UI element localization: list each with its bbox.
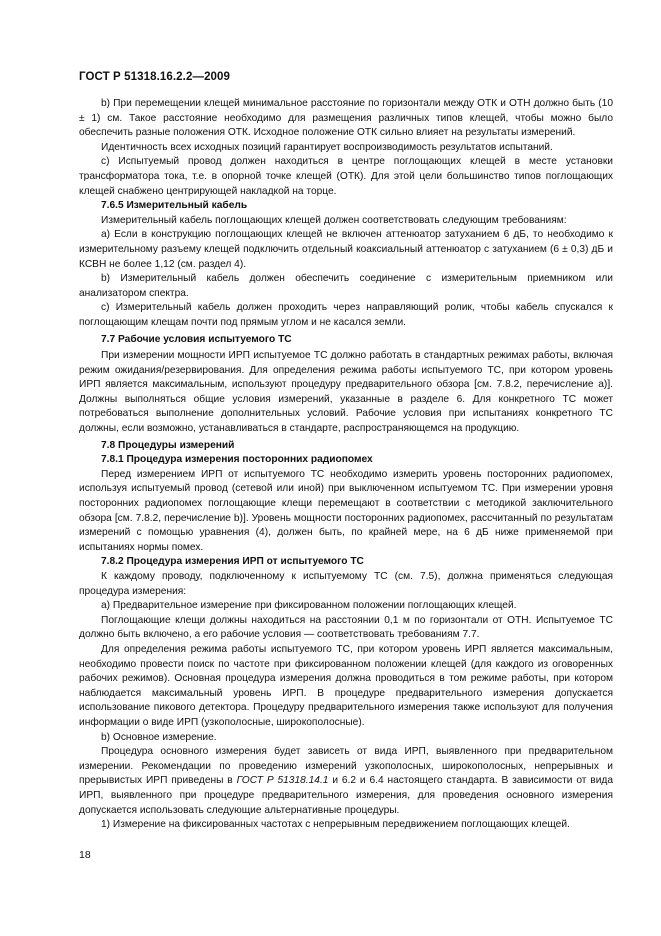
page-body xyxy=(79,97,613,833)
paragraph: b) При перемещении клещей минимальное расстояние по горизонтали между ОТК и ОТН должно быть (10 ± 1) см. Такое расстояние необходимо для размещения различных типов клещей, чтобы можно было обеспечить разные положения ОТК. Исходное положение ОТК сильно влияет на результаты измерений. xyxy=(79,98,613,139)
page-number: 18 xyxy=(79,849,91,861)
section-heading: 7.8.1 Процедура измерения посторонних радиопомех xyxy=(101,454,373,466)
section-heading: 7.8.2 Процедура измерения ИРП от испытуемого ТС xyxy=(101,556,364,568)
paragraph: При измерении мощности ИРП испытуемое ТС должно работать в стандартных режимах работы, включая режим ожидания/резервирования. Для определения режима работы испытуемого ТС, при котором уровень ИРП является максимальным, используют процедуру предварительного обзора [см. 7.8.2, перечисление а)]. Должны выполняться общие условия измерений, указанные в разделе 6. Для конкретного ТС может потребоваться выполнение дополнительных условий. Рабочие условия при испытаниях конкретного ТС должны, если возможно, устанавливаться в стандарте, распространяющемся на продукцию. xyxy=(79,350,613,435)
paragraph: c) Испытуемый провод должен находиться в центре поглощающих клещей в месте установки трансформатора тока, т.е. в опорной точке клещей (ОТК). Для этой цели большинство типов поглощающих клещей снабжено центрирующей накладкой на торце. xyxy=(79,156,613,197)
paragraph: c) Измерительный кабель должен проходить через направляющий ролик, чтобы кабель спускался к поглощающим клещам почти под прямым углом и не касался земли. xyxy=(79,302,613,328)
paragraph: Поглощающие клещи должны находиться на расстоянии 0,1 м по горизонтали от ОТН. Испытуемое ТС должно быть включено, а его рабочие условия — соответствовать требованиям 7.7. xyxy=(79,614,613,641)
paragraph xyxy=(79,745,613,818)
paragraph: Перед измерением ИРП от испытуемого ТС необходимо измерить уровень посторонних радиопомех, используя испытуемый провод (сетевой или иной) при выключенном испытуемом ТС. При измерении уровня посторонних радиопомех поглощающие клещи перемещают в соответствии с методикой заключительного обзора [см. 7.8.2, перечисление b)]. Уровень мощности посторонних радиопомех, рассчитанный по результатам измерений с помощью уравнения (4), должен быть, по крайней мере, на 6 дБ ниже применяемой при испытаниях нормы помех. xyxy=(79,468,613,553)
paragraph: b) Основное измерение. xyxy=(101,731,217,743)
section-heading: 7.7 Рабочие условия испытуемого ТС xyxy=(101,333,292,345)
paragraph: Идентичность всех исходных позиций гарантирует воспроизводимость результатов испытаний. xyxy=(101,141,553,153)
paragraph: К каждому проводу, подключенному к испытуемому ТС (см. 7.5), должна применяться следующая процедура измерения: xyxy=(79,571,613,597)
paragraph: a) Если в конструкцию поглощающих клещей не включен аттенюатор затуханием 6 дБ, то необходимо к измерительному разъему клещей подключить отдельный коаксиальный аттенюатор с затуханием (6 ± 0,3) дБ и КСВН не более 1,12 (см. раздел 4). xyxy=(79,229,613,270)
section-heading: 7.8 Процедуры измерений xyxy=(101,439,235,451)
paragraph: Измерительный кабель поглощающих клещей должен соответствовать следующим требованиям: xyxy=(101,214,567,226)
paragraph: a) Предварительное измерение при фиксированном положении поглощающих клещей. xyxy=(101,600,517,612)
standard-reference: ГОСТ Р 51318.14.1 xyxy=(236,775,329,787)
paragraph: b) Измерительный кабель должен обеспечить соединение с измерительным приемником или анализатором спектра. xyxy=(79,273,613,299)
paragraph: Для определения режима работы испытуемого ТС, при котором уровень ИРП является максимальным, необходимо провести поиск по частоте при фиксированном положении клещей (для каждого из оговоренных рабочих режимов). Основная процедура измерения должна проводиться в том режиме работы, при котором наблюдается максимальный уровень ИРП. В процедуре предварительного измерения допускается использование пикового детектора. Процедуру предварительного измерения также используют для получения информации о виде ИРП (узкополосные, широкополосные). xyxy=(79,643,613,728)
section-heading: 7.6.5 Измерительный кабель xyxy=(101,200,248,212)
paragraph: 1) Измерение на фиксированных частотах с непрерывным передвижением поглощающих клещей. xyxy=(101,819,570,831)
running-header: ГОСТ Р 51318.16.2.2—2009 xyxy=(79,71,231,83)
paragraph-text: Процедура основного измерения будет зависеть от вида ИРП, выявленного при предварительном измерении. Рекомендации по проведению измерений узкополосных, широкополосных, непрерывных и прерывистых ИРП приведены в xyxy=(79,746,613,787)
paragraph-text: и 6.2 и 6.4 настоящего стандарта. В зависимости от вида ИРП, выявленного при процедуре предварительного измерения, для проведения основного измерения допускается использовать следующие альтернативные процедуры. xyxy=(79,775,613,816)
